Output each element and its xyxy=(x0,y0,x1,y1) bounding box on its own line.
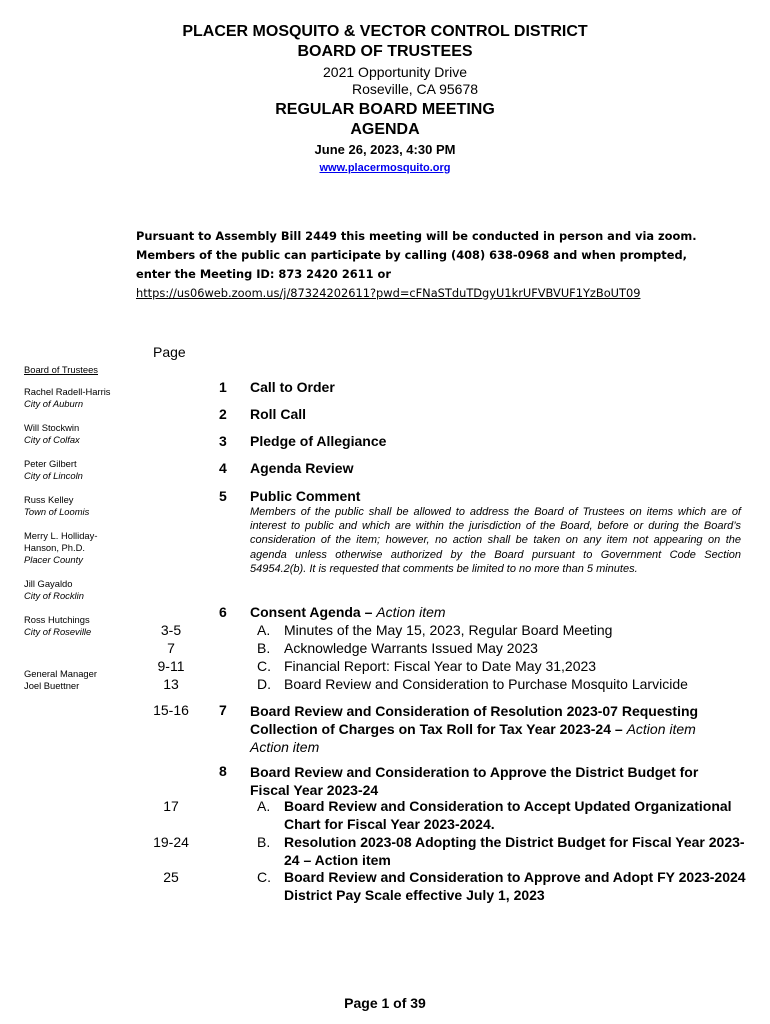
page-ref: 17 xyxy=(163,798,179,814)
zoom-line-2: Members of the public can participate by calling (408) 638-0968 and when prompted, xyxy=(136,248,687,262)
item-number: 6 xyxy=(219,604,227,620)
item-resolution-2023-07: Board Review and Consideration of Resolution 2023-07 Requesting Collection of Charges on Tax Roll for Tax Year 2023-24 – Action item Action item xyxy=(250,703,699,755)
page-ref: 9-11 xyxy=(157,658,185,674)
page-ref: 13 xyxy=(163,676,179,692)
zoom-line-1: Pursuant to Assembly Bill 2449 this meeting will be conducted in person and via zoom. xyxy=(136,229,697,243)
item-number: 4 xyxy=(219,460,227,476)
zoom-notice xyxy=(136,227,736,303)
page-column-header: Page xyxy=(153,344,186,360)
page-ref: 19-24 xyxy=(153,834,189,850)
item-pledge: Pledge of Allegiance xyxy=(250,433,387,449)
budget-item-b: B. Resolution 2023-08 Adopting the District Budget for Fiscal Year 2023-24 – Action item xyxy=(257,834,745,868)
item-number: 5 xyxy=(219,488,227,504)
trustee-member: Will Stockwin City of Colfax xyxy=(24,422,80,445)
general-manager: General Manager Joel Buettner xyxy=(24,668,97,691)
zoom-line-3: enter the Meeting ID: 873 2420 2611 or xyxy=(136,267,391,281)
page-ref: 25 xyxy=(163,869,179,885)
item-number: 1 xyxy=(219,379,227,395)
item-roll-call: Roll Call xyxy=(250,406,307,422)
item-consent-agenda: Consent Agenda – Action item xyxy=(250,604,446,620)
consent-item-c: C. Financial Report: Fiscal Year to Date May 31,2023 xyxy=(257,658,597,674)
item-call-to-order: Call to Order xyxy=(250,379,335,395)
website-link[interactable]: www.placermosquito.org xyxy=(319,162,451,174)
trustee-member: Russ Kelley Town of Loomis xyxy=(24,494,90,517)
meeting-title: REGULAR BOARD MEETING xyxy=(275,101,495,118)
address-line-1: 2021 Opportunity Drive xyxy=(323,64,467,80)
budget-item-c: C. Board Review and Consideration to Approve and Adopt FY 2023-2024 District Pay Scale effective July 1, 2023 xyxy=(257,869,746,903)
item-number: 8 xyxy=(219,763,227,779)
trustee-member: Peter Gilbert City of Lincoln xyxy=(24,458,83,481)
item-public-comment: Public Comment xyxy=(250,488,361,504)
item-district-budget: Board Review and Consideration to Approve the District Budget for Fiscal Year 2023-24 xyxy=(250,764,699,798)
page-ref: 3-5 xyxy=(160,622,182,638)
public-comment-description: Members of the public shall be allowed to address the Board of Trustees on items which are of interest to public and which are within the jurisdiction of the Board, before or during the Board’s consideration of the item; however, no action shall be taken on any item not appearing on the agenda unless otherwise authorized by the Board pursuant to Government Code Section 54954.2(b). It is requested that comments be limited to no more than 5 minutes. xyxy=(250,506,741,575)
budget-item-a: A. Board Review and Consideration to Accept Updated Organizational Chart for Fiscal Year 2023-2024. xyxy=(257,798,732,832)
trustee-member: Jill Gayaldo City of Rocklin xyxy=(24,578,84,601)
district-name: PLACER MOSQUITO & VECTOR CONTROL DISTRICT xyxy=(182,23,588,40)
item-number: 2 xyxy=(219,406,227,422)
consent-item-d: D. Board Review and Consideration to Purchase Mosquito Larvicide xyxy=(257,676,688,692)
item-agenda-review: Agenda Review xyxy=(250,460,354,476)
page-ref: 7 xyxy=(167,640,175,656)
trustee-member: Merry L. Holliday-Hanson, Ph.D. Placer County xyxy=(24,530,98,565)
item-number: 3 xyxy=(219,433,227,449)
page-footer: Page 1 of 39 xyxy=(344,995,426,1011)
consent-item-a: A. Minutes of the May 15, 2023, Regular Board Meeting xyxy=(257,622,613,638)
trustee-member: Rachel Radell-Harris City of Auburn xyxy=(24,386,111,409)
page-ref: 15-16 xyxy=(153,702,189,718)
trustees-title: Board of Trustees xyxy=(24,364,98,375)
board-title: BOARD OF TRUSTEES xyxy=(297,43,473,60)
agenda-title: AGENDA xyxy=(350,121,420,138)
address-line-2: Roseville, CA 95678 xyxy=(351,81,479,97)
item-number: 7 xyxy=(219,702,227,718)
trustees-sidebar xyxy=(24,364,144,692)
zoom-link[interactable]: https://us06web.zoom.us/j/87324202611?pwd=cFNaSTduTDgyU1krUFVBVUF1YzBoUT09 xyxy=(136,286,641,300)
meeting-date: June 26, 2023, 4:30 PM xyxy=(314,142,456,157)
trustee-member: Ross Hutchings City of Roseville xyxy=(24,614,92,637)
consent-item-b: B. Acknowledge Warrants Issued May 2023 xyxy=(257,640,538,656)
